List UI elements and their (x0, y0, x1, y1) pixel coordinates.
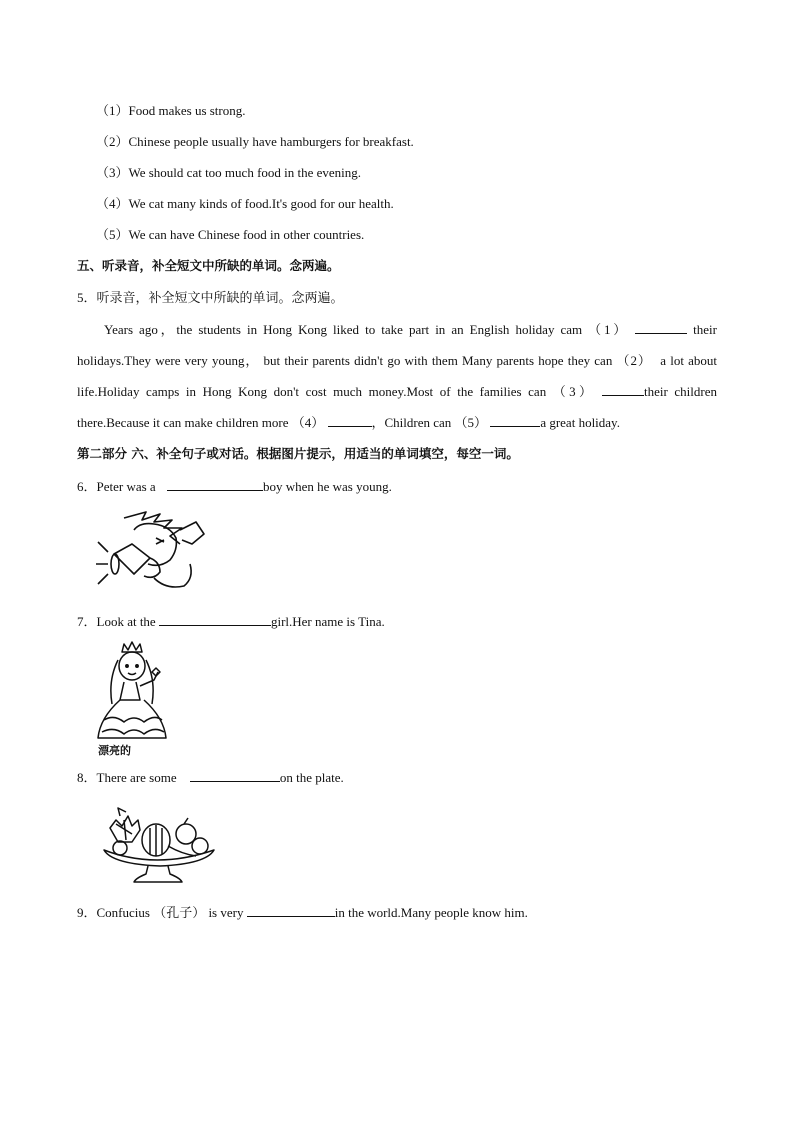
passage-text-6: a great holiday. (540, 415, 620, 430)
image-caption-pretty: 漂亮的 (98, 744, 131, 757)
listening-passage (77, 314, 717, 438)
question-9-text-after: in the world.Many people know him. (334, 905, 528, 920)
question-8-blank[interactable] (190, 769, 280, 782)
statement-3: （3）We should cat too much food in the evening. (96, 165, 362, 180)
question-8 (77, 769, 344, 786)
question-9-text: 9．Confucius （孔子） is very (77, 905, 244, 920)
passage-text-1: Years ago，the students in Hong Kong liked to take part in an English holiday cam （1） (104, 322, 630, 337)
blank-1[interactable] (635, 321, 687, 334)
section-heading-five: 五、听录音，补全短文中所缺的单词。念两遍。 (77, 258, 340, 273)
question-7-text-after: girl.Her name is Tina. (270, 614, 385, 629)
question-6-text-after: boy when he was young. (262, 479, 392, 494)
statement-2: （2）Chinese people usually have hamburgers for breakfast. (96, 134, 414, 149)
question-8-text: 8．There are some (77, 770, 177, 785)
statement-5: （5）We can have Chinese food in other countries. (96, 227, 365, 242)
passage-text-2: their holidays.They were very young， but their parents didn't go with them Many parents hope they can （2） (77, 322, 717, 368)
question-9-blank[interactable] (247, 904, 335, 917)
question-5-title: 5．听录音，补全短文中所缺的单词。念两遍。 (77, 290, 344, 305)
statement-4: （4）We cat many kinds of food.It's good for our health. (96, 196, 394, 211)
blank-5[interactable] (490, 414, 540, 427)
question-8-text-after: on the plate. (279, 770, 344, 785)
question-6 (77, 478, 392, 495)
loud-boy-image (94, 508, 209, 594)
fruit-plate-image (96, 798, 220, 884)
passage-text-4: their children there.Because it can make children more （4） (77, 384, 718, 430)
passage-text-3: a lot about life.Holiday camps in Hong Kong don't cost much money.Most of the families can （3） (77, 353, 718, 399)
blank-3[interactable] (602, 383, 644, 396)
princess-image (94, 640, 170, 744)
part-two-heading: 第二部分 六、补全句子或对话。根据图片提示，用适当的单词填空，每空一词。 (77, 446, 519, 461)
question-6-text: 6．Peter was a (77, 479, 156, 494)
question-7-text: 7．Look at the (77, 614, 156, 629)
question-7 (77, 613, 385, 630)
statement-1: （1）Food makes us strong. (96, 103, 246, 118)
question-7-blank[interactable] (159, 613, 271, 626)
passage-text-5: ，Children can （5） (371, 415, 488, 430)
blank-4[interactable] (328, 414, 372, 427)
question-6-blank[interactable] (167, 478, 263, 491)
question-9 (77, 904, 528, 921)
